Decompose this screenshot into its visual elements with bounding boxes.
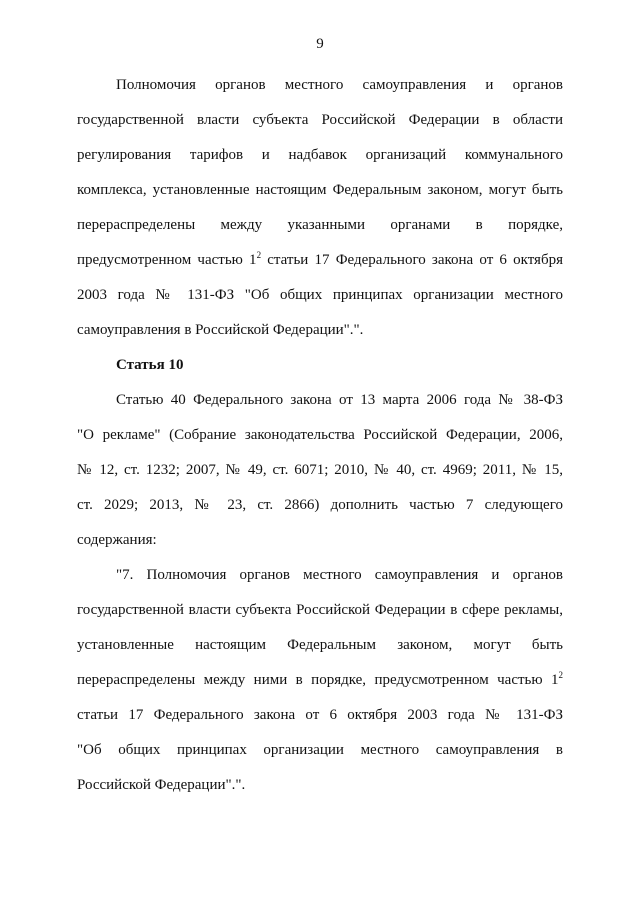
paragraph-1-line-4: комплекса, установленные настоящим Федеральным законом, могут быть xyxy=(77,182,563,198)
paragraph-1-line-6 xyxy=(77,250,563,270)
paragraph-1-line-3: регулирования тарифов и надбавок организаций коммунального xyxy=(77,147,563,163)
paragraph-1-line-1: Полномочия органов местного самоуправления и органов xyxy=(116,77,563,93)
paragraph-2-line-5: содержания: xyxy=(77,532,157,548)
paragraph-1-line-2: государственной власти субъекта Российской Федерации в области xyxy=(77,112,563,128)
paragraph-3-line-3: установленные настоящим Федеральным законом, могут быть xyxy=(77,637,563,653)
paragraph-1-line-5: перераспределены между указанными органами в порядке, xyxy=(77,217,563,233)
paragraph-2-line-3: № 12, ст. 1232; 2007, № 49, ст. 6071; 2010, № 40, ст. 4969; 2011, № 15, xyxy=(77,462,563,478)
paragraph-2-line-2: "О рекламе" (Собрание законодательства Российской Федерации, 2006, xyxy=(77,427,563,443)
paragraph-3-line-4-text: перераспределены между ними в порядке, предусмотренном частью 1 xyxy=(77,672,559,688)
paragraph-1-line-6-text-a: предусмотренном частью 1 xyxy=(77,252,257,268)
paragraph-3-line-1: "7. Полномочия органов местного самоуправления и органов xyxy=(116,567,563,583)
paragraph-1-line-6-text-b: статьи 17 Федерального закона от 6 октября xyxy=(261,252,563,268)
paragraph-1-line-8: самоуправления в Российской Федерации".". xyxy=(77,322,364,338)
paragraph-3-line-4 xyxy=(77,670,563,690)
article-heading: Статья 10 xyxy=(116,357,184,373)
paragraph-2-line-1: Статью 40 Федерального закона от 13 марта 2006 года № 38-ФЗ xyxy=(116,392,563,408)
paragraph-3-line-2: государственной власти субъекта Российской Федерации в сфере рекламы, xyxy=(77,602,563,618)
paragraph-3-line-7: Российской Федерации".". xyxy=(77,777,246,793)
paragraph-1-line-7: 2003 года № 131-ФЗ "Об общих принципах организации местного xyxy=(77,287,563,303)
superscript: 2 xyxy=(558,670,563,680)
paragraph-3-line-5: статьи 17 Федерального закона от 6 октября 2003 года № 131-ФЗ xyxy=(77,707,563,723)
superscript: 2 xyxy=(256,250,262,260)
paragraph-3-line-6: "Об общих принципах организации местного самоуправления в xyxy=(77,742,563,758)
paragraph-2-line-4: ст. 2029; 2013, № 23, ст. 2866) дополнить частью 7 следующего xyxy=(77,497,563,513)
page-number: 9 xyxy=(316,36,324,52)
